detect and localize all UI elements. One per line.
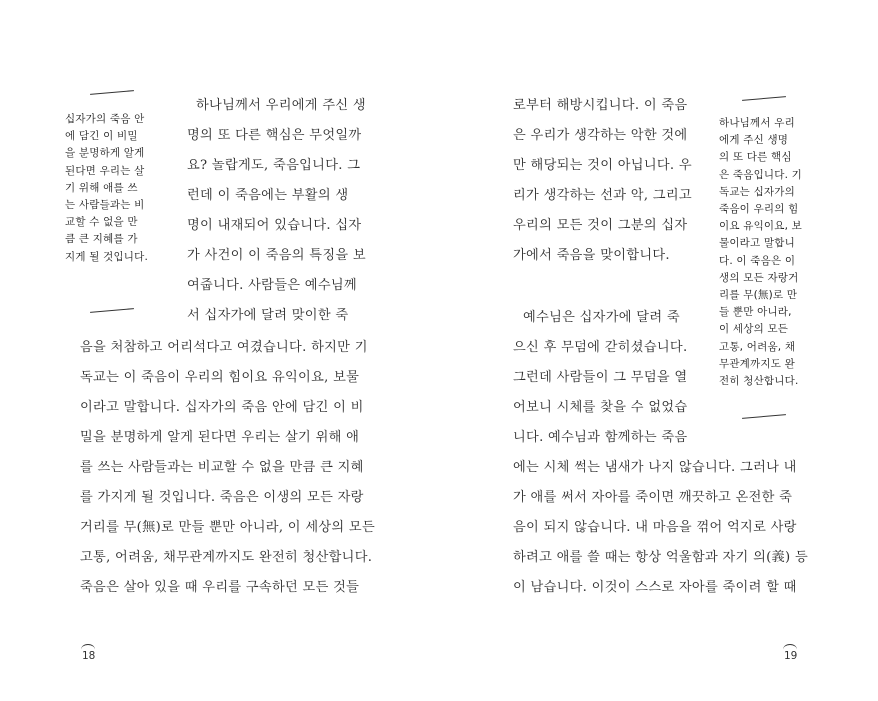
body-line: 예수님은 십자가에 달려 죽 [523,310,680,325]
body-line: 가에서 죽음을 맞이합니다. [513,248,670,263]
body-line: 런데 이 죽음에는 부활의 생 [187,188,349,203]
body-line: 거리를 무(無)로 만들 뿐만 아니라, 이 세상의 모든 [80,520,376,535]
body-line: 그런데 사람들이 그 무덤을 열 [513,370,688,385]
pull-quote-sidebar [65,111,160,266]
sidebar-line: 교할 수 없을 만 [65,216,138,229]
body-line: 독교는 이 죽음이 우리의 힘이요 유익이요, 보물 [80,370,360,385]
sidebar-line: 고통, 어려움, 채 [719,340,796,353]
body-line: 죽음은 살아 있을 때 우리를 구속하던 모든 것들 [80,580,360,595]
body-line: 니다. 예수님과 함께하는 죽음 [513,430,688,445]
sidebar-bottom-rule [742,414,786,419]
body-line: 만 해당되는 것이 아닙니다. 우 [513,158,692,173]
body-line: 로부터 해방시킵니다. 이 죽음 [513,98,688,113]
body-line: 에는 시체 썩는 냄새가 나지 않습니다. 그러나 내 [513,460,797,475]
sidebar-line: 리를 무(無)로 만 [719,289,798,302]
body-line: 이 남습니다. 이것이 스스로 자아를 죽이려 할 때 [513,580,797,595]
sidebar-line: 지게 될 것입니다. [65,250,149,263]
body-line: 음이 되지 않습니다. 내 마음을 꺾어 억지로 사랑 [513,520,797,535]
body-line: 어보니 시체를 찾을 수 없었습 [513,400,688,415]
body-line: 리가 생각하는 선과 악, 그리고 [513,188,692,203]
sidebar-line: 는 사람들과는 비 [65,199,145,212]
page-number-text: 19 [784,650,798,662]
body-line: 서 십자가에 달려 맞이한 죽 [187,308,349,323]
body-line: 음을 처참하고 어리석다고 여겼습니다. 하지만 기 [80,340,368,355]
sidebar-line: 이요 유익이요, 보 [719,220,803,233]
body-line: 이라고 말합니다. 십자가의 죽음 안에 담긴 이 비 [80,400,364,415]
sidebar-bottom-rule [90,308,134,313]
folio-arc-icon [81,644,95,655]
sidebar-line: 은 죽음입니다. 기 [719,168,803,181]
sidebar-line: 다. 이 죽음은 이 [719,254,796,267]
body-line: 우리의 모든 것이 그분의 십자 [513,218,688,233]
sidebar-line: 큼 큰 지혜를 가 [65,233,138,246]
body-line: 를 가지게 될 것입니다. 죽음은 이생의 모든 자랑 [80,490,364,505]
body-line: 고통, 어려움, 채무관계까지도 완전히 청산합니다. [80,550,373,565]
sidebar-line: 된다면 우리는 살 [65,164,145,177]
body-line: 밀을 분명하게 알게 된다면 우리는 살기 위해 애 [80,430,360,445]
sidebar-line: 죽음이 우리의 힘 [719,203,799,216]
sidebar-line: 들 뿐만 아니라, [719,306,792,319]
body-line: 명의 또 다른 핵심은 무엇일까 [187,128,362,143]
folio-arc-icon [783,644,797,655]
body-line: 요? 놀랍게도, 죽음입니다. 그 [187,158,361,173]
body-line: 여줍니다. 사람들은 예수님께 [187,278,357,293]
body-line: 으신 후 무덤에 갇히셨습니다. [513,340,688,355]
sidebar-line: 십자가의 죽음 안 [65,113,145,125]
sidebar-line: 에 담긴 이 비밀 [65,130,138,143]
page-number-text: 18 [82,650,96,662]
body-line: 명이 내재되어 있습니다. 십자 [187,218,362,233]
page-number [784,650,797,662]
sidebar-line: 의 또 다른 핵심 [719,151,792,164]
right-page [439,0,878,701]
sidebar-line: 하나님께서 우리 [719,117,795,129]
pull-quote-sidebar [719,115,811,390]
body-line: 하려고 애를 쓸 때는 항상 억울함과 자기 의(義) 등 [513,550,809,565]
body-line: 가 애를 써서 자아를 죽이면 깨끗하고 온전한 죽 [513,490,793,505]
body-line: 를 쓰는 사람들과는 비교할 수 없을 만큼 큰 지혜 [80,460,364,475]
page-number [82,650,95,662]
sidebar-line: 물이라고 말합니 [719,237,795,250]
sidebar-line: 생의 모든 자랑거 [719,271,799,284]
body-line: 하나님께서 우리에게 주신 생 [196,98,366,113]
body-line: 가 사건이 이 죽음의 특징을 보 [187,248,366,263]
sidebar-line: 전히 청산합니다. [719,375,799,388]
sidebar-line: 독교는 십자가의 [719,185,795,198]
sidebar-line: 에게 주신 생명 [719,134,789,147]
sidebar-line: 무관계까지도 완 [719,357,795,370]
sidebar-line: 을 분명하게 알게 [65,147,145,160]
sidebar-line: 기 위해 애를 쓰 [65,181,138,194]
sidebar-top-rule [742,96,786,101]
sidebar-top-rule [90,90,134,95]
body-line: 은 우리가 생각하는 악한 것에 [513,128,688,143]
sidebar-line: 이 세상의 모든 [719,323,789,336]
